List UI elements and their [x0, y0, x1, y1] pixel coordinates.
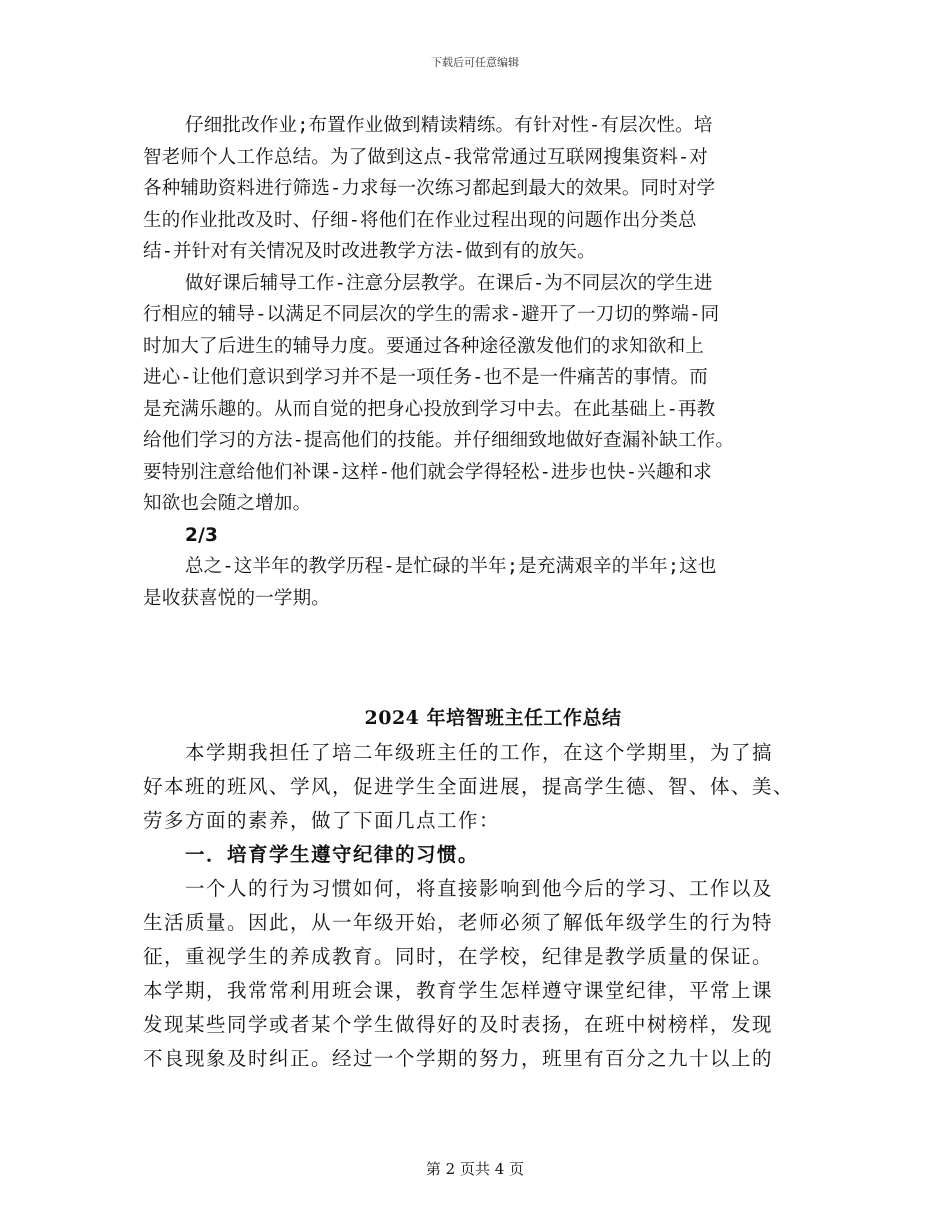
paragraph-line: 要特别注意给他们补课-这样-他们就会学得轻松-进步也快-兴趣和求	[143, 461, 712, 483]
paragraph-line: 征，重视学生的养成教育。同时，在学校，纪律是教学质量的保证。	[143, 945, 774, 968]
paragraph-line: 是收获喜悦的一学期。	[143, 587, 331, 609]
paragraph-line: 生活质量。因此，从一年级开始，老师必须了解低年级学生的行为特	[143, 911, 774, 934]
paragraph-line: 一个人的行为习惯如何，将直接影响到他今后的学习、工作以及	[185, 877, 774, 900]
section-title: 2024 年培智班主任工作总结	[364, 707, 622, 729]
body-section-2	[143, 703, 813, 1077]
paragraph-line: 做好课后辅导工作-注意分层教学。在课后-为不同层次的学生进	[185, 272, 713, 294]
paragraph-line: 智老师个人工作总结。为了做到这点-我常常通过互联网搜集资料-对	[143, 146, 708, 168]
paragraph-line: 各种辅助资料进行筛选-力求每一次练习都起到最大的效果。同时对学	[143, 178, 716, 199]
paragraph-line: 时加大了后进生的辅导力度。要通过各种途径激发他们的求知欲和上	[143, 335, 705, 357]
paragraph-line: 总之-这半年的教学历程-是忙碌的半年;是充满艰辛的半年;这也	[185, 556, 717, 577]
paragraph-line: 生的作业批改及时、仔细-将他们在作业过程出现的问题作出分类总	[143, 209, 697, 231]
page-footer: 第 2 页共 4 页	[425, 1160, 525, 1178]
paragraph-line: 是充满乐趣的。从而自觉的把身心投放到学习中去。在此基础上-再教	[143, 398, 716, 420]
page-header: 下载后可任意编辑	[431, 56, 519, 69]
paragraph-line: 仔细批改作业;布置作业做到精读精练。有针对性-有层次性。培	[185, 115, 713, 136]
paragraph-line: 行相应的辅导-以满足不同层次的学生的需求-避开了一刀切的弊端-同	[143, 304, 720, 325]
paragraph-line: 发现某些同学或者某个学生做得好的及时表扬，在班中树榜样，发现	[143, 1013, 774, 1036]
paragraph-line: 不良现象及时纠正。经过一个学期的努力，班里有百分之九十以上的	[143, 1047, 774, 1070]
paragraph-line: 给他们学习的方法-提高他们的技能。并仔细细致地做好查漏补缺工作。	[143, 430, 735, 451]
paragraph-line: 知欲也会随之增加。	[143, 493, 312, 514]
body-section-1	[143, 110, 813, 614]
page-marker: 2/3	[185, 524, 219, 546]
paragraph-line: 本学期，我常常利用班会课，教育学生怎样遵守课堂纪律，平常上课	[143, 979, 774, 1002]
paragraph-line: 劳多方面的素养，做了下面几点工作：	[143, 809, 501, 832]
paragraph-line: 好本班的班风、学风，促进学生全面进展，提高学生德、智、体、美、	[143, 775, 795, 798]
paragraph-line: 结-并针对有关情况及时改进教学方法-做到有的放矢。	[143, 241, 596, 262]
paragraph-line: 进心-让他们意识到学习并不是一项任务-也不是一件痛苦的事情。而	[143, 367, 708, 388]
subheading: 一．培育学生遵守纪律的习惯。	[185, 843, 480, 866]
paragraph-line: 本学期我担任了培二年级班主任的工作，在这个学期里，为了搞	[185, 741, 774, 764]
